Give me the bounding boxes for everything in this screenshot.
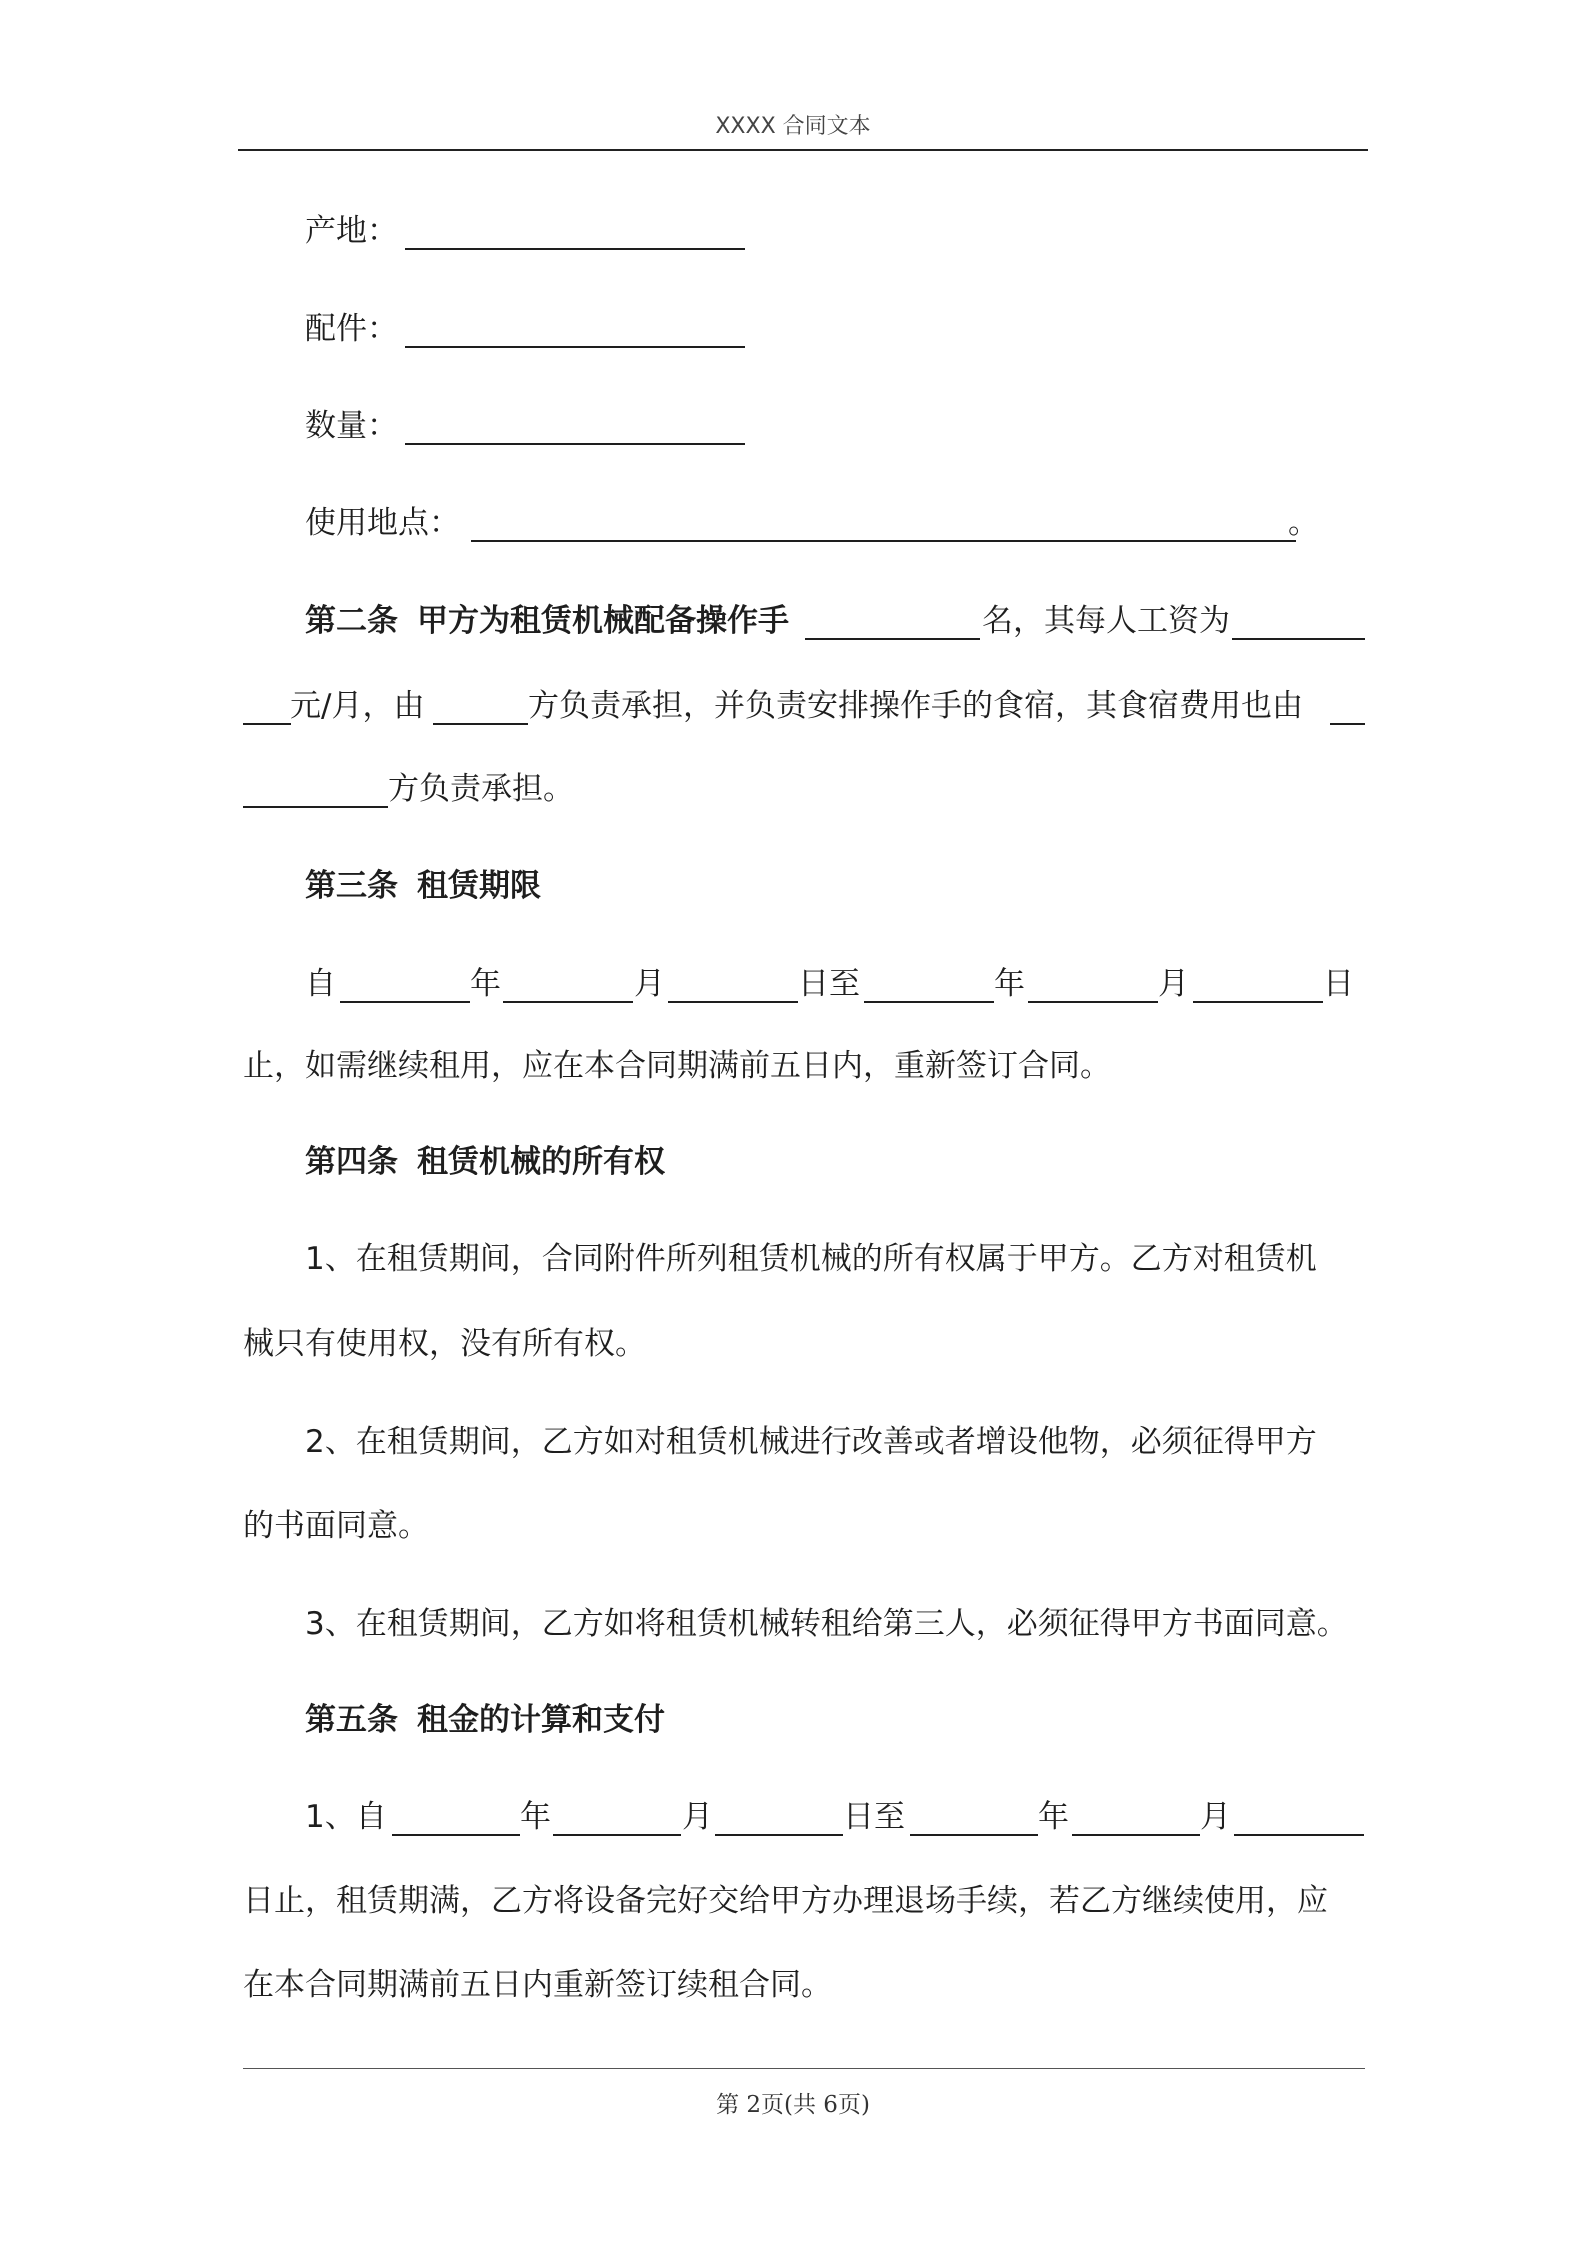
header-divider [238, 149, 1368, 151]
origin-blank [405, 208, 745, 250]
article3-heading-text: 租赁期限 [417, 868, 541, 904]
article5-item1-text2: 日止，租赁期满，乙方将设备完好交给甲方办理退场手续，若乙方继续使用，应 [243, 1883, 1328, 1919]
location-label: 使用地点： [305, 505, 460, 541]
article4-item1-text1: 1、在租赁期间，合同附件所列租赁机械的所有权属于甲方。乙方对租赁机 [305, 1241, 1317, 1277]
quantity-label: 数量： [305, 408, 398, 444]
article2-text3: 元/月，由 [290, 688, 425, 724]
end-year-blank [864, 961, 994, 1003]
article3-from: 自 [305, 966, 336, 1002]
article3-day: 日 [1323, 966, 1354, 1002]
accessories-label: 配件： [305, 311, 398, 347]
article5-heading-text: 租金的计算和支付 [417, 1702, 665, 1738]
article5-title: 第五条 [305, 1702, 398, 1738]
origin-label: 产地： [305, 213, 398, 249]
operator-count-blank [805, 598, 980, 640]
article3-continuation-text: 止，如需继续租用，应在本合同期满前五日内，重新签订合同。 [243, 1048, 1111, 1084]
rent-start-year-blank [392, 1794, 520, 1836]
rent-end-year-blank [910, 1794, 1038, 1836]
article2-text2: 名，其每人工资为 [982, 603, 1230, 639]
footer-divider [243, 2068, 1365, 2069]
article2-text4: 方负责承担，并负责安排操作手的食宿，其食宿费用也由 [528, 688, 1303, 724]
end-day-blank [1193, 961, 1323, 1003]
lodging-party-blank-cont [243, 766, 388, 808]
accessories-blank [405, 306, 745, 348]
article5-month1: 月 [682, 1799, 713, 1835]
end-month-blank [1028, 961, 1158, 1003]
lodging-party-blank [1330, 683, 1365, 725]
article4-item1-text2: 械只有使用权，没有所有权。 [243, 1326, 646, 1362]
article3-month1: 月 [634, 966, 665, 1002]
article3-title: 第三条 [305, 868, 398, 904]
article4-title: 第四条 [305, 1144, 398, 1180]
article3-year1: 年 [470, 966, 501, 1002]
wage-blank [1232, 598, 1365, 640]
wage-blank-cont [243, 683, 291, 725]
article5-day-to: 日至 [843, 1799, 905, 1835]
article5-year1: 年 [520, 1799, 551, 1835]
article4-heading-text: 租赁机械的所有权 [417, 1144, 665, 1180]
article2-title: 第二条 [305, 603, 398, 639]
start-month-blank [503, 961, 633, 1003]
article5-year2: 年 [1038, 1799, 1069, 1835]
wage-party-blank [433, 683, 528, 725]
article4-item3-text: 3、在租赁期间，乙方如将租赁机械转租给第三人，必须征得甲方书面同意。 [305, 1606, 1348, 1642]
start-year-blank [340, 961, 470, 1003]
quantity-blank [405, 403, 745, 445]
article3-month2: 月 [1158, 966, 1189, 1002]
article5-item1-text3: 在本合同期满前五日内重新签订续租合同。 [243, 1967, 832, 2003]
article3-day-to: 日至 [798, 966, 860, 1002]
article3-year2: 年 [994, 966, 1025, 1002]
article4-item2-text1: 2、在租赁期间，乙方如对租赁机械进行改善或者增设他物，必须征得甲方 [305, 1424, 1317, 1460]
rent-end-month-blank [1072, 1794, 1200, 1836]
article5-month2: 月 [1200, 1799, 1231, 1835]
rent-start-day-blank [715, 1794, 843, 1836]
article2-text5: 方负责承担。 [388, 771, 574, 807]
article2-text1: 甲方为租赁机械配备操作手 [417, 603, 789, 639]
page-number: 第 2页(共 6页) [716, 2092, 870, 2118]
article4-item2-text2: 的书面同意。 [243, 1508, 429, 1544]
page-header: XXXX 合同文本 [715, 114, 871, 139]
rent-start-month-blank [553, 1794, 681, 1836]
location-period: 。 [1288, 505, 1319, 541]
article5-item1-prefix: 1、自 [305, 1799, 387, 1835]
rent-end-day-blank [1234, 1794, 1364, 1836]
location-blank [471, 500, 1296, 542]
start-day-blank [668, 961, 798, 1003]
